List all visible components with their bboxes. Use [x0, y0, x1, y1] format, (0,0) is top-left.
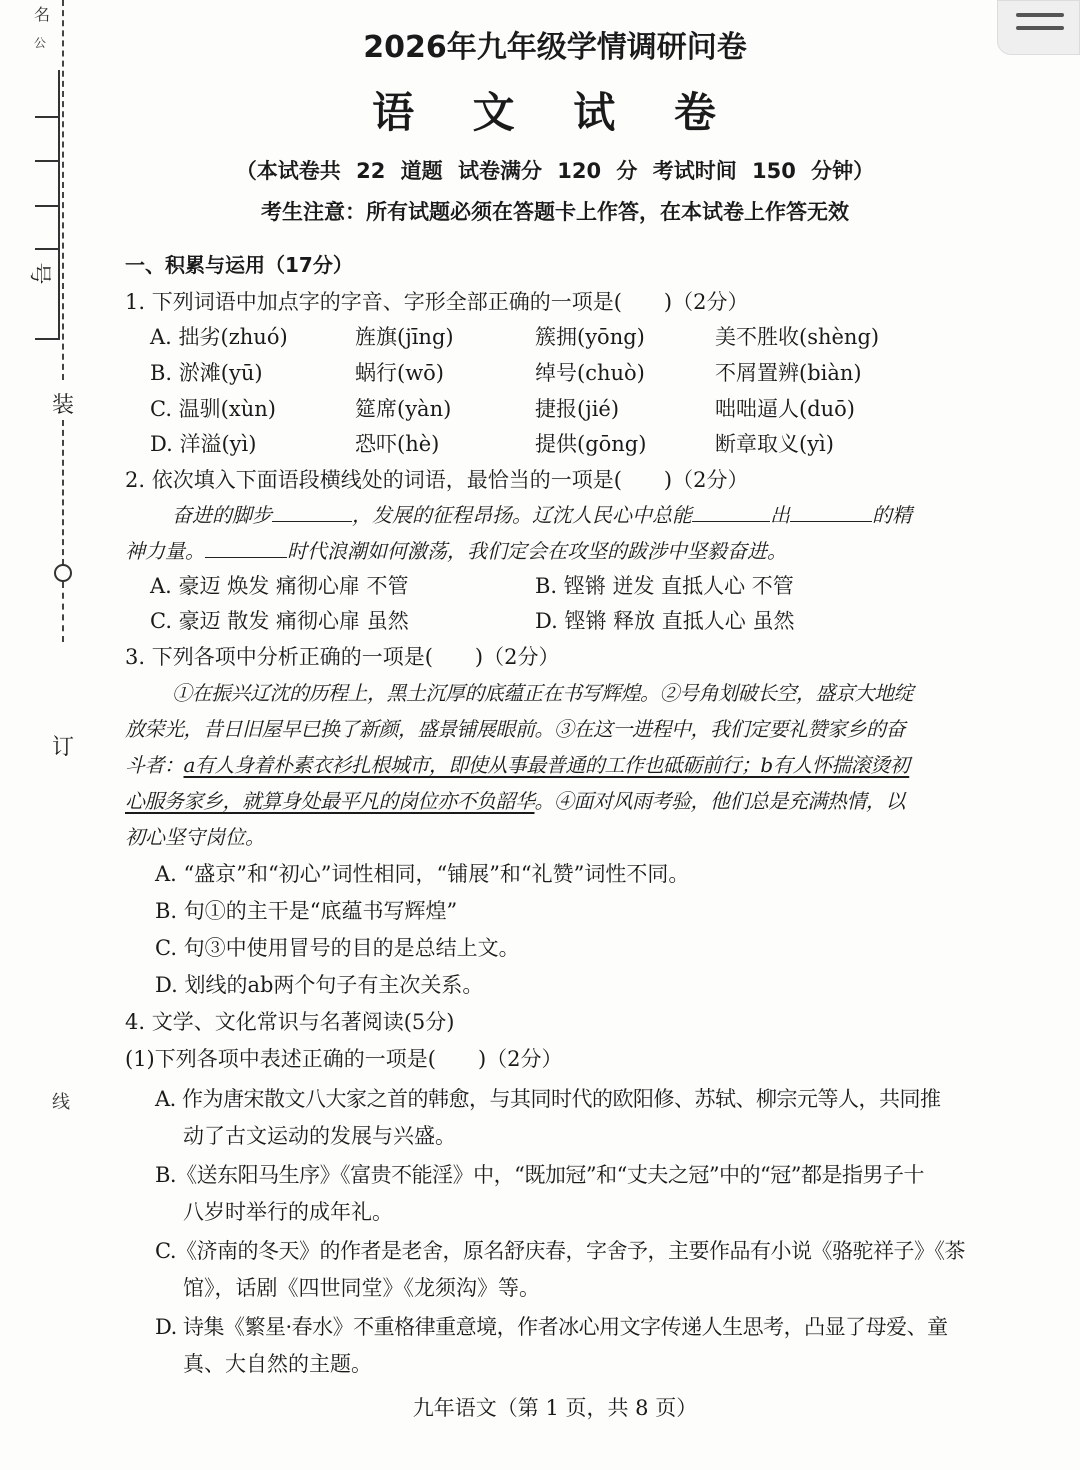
q3-option: B. 句①的主干是“底蕴书写辉煌”	[155, 899, 458, 923]
q4-option-line: B.《送东阳马生序》《富贵不能淫》中，“既加冠”和“丈夫之冠”中的“冠”都是指男子十	[155, 1163, 925, 1187]
binding-label-hao: 号	[26, 262, 52, 285]
binding-dashed-line	[62, 420, 64, 565]
q1-option: 筵席(yàn)	[355, 397, 452, 421]
exam-title: 2026年九年级学情调研问卷	[363, 30, 747, 65]
q1-option: 美不胜收(shèng)	[715, 325, 880, 349]
q1-option: 捷报(jié)	[535, 397, 620, 421]
question-4-stem: 4. 文学、文化常识与名著阅读(5分)	[125, 1010, 455, 1034]
q1-option: 提供(gōng)	[535, 432, 647, 456]
q1-option: C. 温驯(xùn)	[150, 397, 276, 421]
q1-option: 蜗行(wō)	[355, 361, 445, 385]
q3-passage-line	[125, 785, 905, 814]
binding-field-line	[35, 338, 59, 340]
fill-blank	[272, 503, 352, 522]
q1-option: A. 拙劣(zhuó)	[150, 325, 288, 349]
q1-option: 咄咄逼人(duō)	[715, 397, 855, 421]
q3-text: 斗者：	[125, 753, 184, 777]
q3-option: A. “盛京”和“初心”词性相同，“铺展”和“礼赞”词性不同。	[155, 862, 690, 886]
q3-passage-line: 放荣光，昔日旧屋早已换了新颜，盛景铺展眼前。③在这一进程中，我们定要礼赞家乡的奋	[125, 717, 905, 741]
q2-option: B. 铿锵 迸发 直抵人心 不管	[535, 574, 794, 598]
q2-text: 的精	[872, 503, 912, 527]
fill-blank	[205, 539, 287, 558]
q2-option: D. 铿锵 释放 直抵人心 虽然	[535, 609, 795, 633]
section-title: 一、积累与运用（17分）	[125, 253, 353, 277]
q4-option-line: 真、大自然的主题。	[183, 1352, 372, 1376]
exam-notice: 考生注意：所有试题必须在答题卡上作答，在本试卷上作答无效	[261, 200, 849, 224]
q4-option-line: 动了古文运动的发展与兴盛。	[183, 1124, 456, 1148]
binding-field-line	[35, 248, 59, 250]
q3-text: 。④面对风雨考验，他们总是充满热情，以	[534, 789, 905, 813]
question-4-sub-stem: (1)下列各项中表述正确的一项是( )（2分）	[125, 1047, 563, 1071]
question-3-stem: 3. 下列各项中分析正确的一项是( )（2分）	[125, 645, 560, 669]
binding-dashed-line	[62, 582, 64, 642]
q1-option: B. 淤滩(yū)	[150, 361, 263, 385]
q2-text: ，发展的征程昂扬。辽沈人民心中总能	[352, 503, 692, 527]
binding-label-xian: 线	[52, 1092, 70, 1113]
binding-mark-name: 名	[34, 5, 51, 24]
q1-option: D. 洋溢(yì)	[150, 432, 257, 456]
question-1-stem: 1. 下列词语中加点字的字音、字形全部正确的一项是( )（2分）	[125, 290, 749, 314]
q4-option-line: 八岁时举行的成年礼。	[183, 1200, 393, 1224]
q2-text: 出	[770, 503, 790, 527]
q4-option-line: 馆》，话剧《四世同堂》《龙须沟》等。	[183, 1276, 540, 1300]
q2-text: 神力量。	[125, 539, 205, 563]
question-2-stem: 2. 依次填入下面语段横线处的词语，最恰当的一项是( )（2分）	[125, 468, 749, 492]
q3-option: C. 句③中使用冒号的目的是总结上文。	[155, 936, 520, 960]
q3-underlined-sentence: a有人身着朴素衣衫扎根城市，即使从事最普通的工作也砥砺前行；b有人怀揣滚烫初	[183, 753, 910, 777]
q1-option: 簇拥(yōng)	[535, 325, 645, 349]
q4-option-line: D. 诗集《繁星·春水》不重格律重意境，作者冰心用文字传递人生思考，凸显了母爱、童	[155, 1315, 948, 1339]
q4-option-line: C.《济南的冬天》的作者是老舍，原名舒庆春，字舍予，主要作品有小说《骆驼祥子》《茶	[155, 1239, 965, 1263]
q3-passage-line	[125, 749, 909, 778]
menu-icon	[1016, 13, 1064, 17]
binding-label-ding: 订	[52, 735, 75, 760]
q1-option: 绰号(chuò)	[535, 361, 645, 385]
subject-title: 语 文 试 卷	[372, 88, 738, 137]
q2-passage-line	[125, 535, 787, 564]
fill-blank	[692, 503, 770, 522]
q3-underlined-sentence: 心服务家乡，就算身处最平凡的岗位亦不负韶华	[125, 789, 535, 813]
binding-mark: 公	[34, 36, 47, 50]
q3-passage-line: 初心坚守岗位。	[125, 825, 265, 849]
q4-option-line: A. 作为唐宋散文八大家之首的韩愈，与其同时代的欧阳修、苏轼、柳宗元等人，共同推	[155, 1087, 941, 1111]
q1-option: 旌旗(jīng)	[355, 325, 454, 349]
fill-blank	[790, 503, 872, 522]
page-footer: 九年语文（第 1 页，共 8 页）	[412, 1396, 698, 1420]
q1-option: 不屑置辨(biàn)	[715, 361, 862, 385]
exam-info: （本试卷共 22 道题 试卷满分 120 分 考试时间 150 分钟）	[235, 159, 875, 183]
q1-option: 断章取义(yì)	[715, 432, 834, 456]
q2-text: 奋进的脚步	[172, 503, 272, 527]
q2-passage-line	[172, 499, 912, 528]
q2-text: 时代浪潮如何激荡，我们定会在攻坚的跋涉中坚毅奋进。	[287, 539, 787, 563]
q2-option: C. 豪迈 散发 痛彻心扉 虽然	[150, 609, 409, 633]
q3-passage-line: ①在振兴辽沈的历程上，黑土沉厚的底蕴正在书写辉煌。②号角划破长空，盛京大地绽	[172, 681, 913, 705]
binding-label-zhuang: 装	[52, 393, 75, 418]
q1-option: 恐吓(hè)	[355, 432, 440, 456]
q3-option: D. 划线的ab两个句子有主次关系。	[155, 973, 484, 997]
q2-option: A. 豪迈 焕发 痛彻心扉 不管	[150, 574, 409, 598]
binding-hole-icon	[54, 564, 72, 582]
